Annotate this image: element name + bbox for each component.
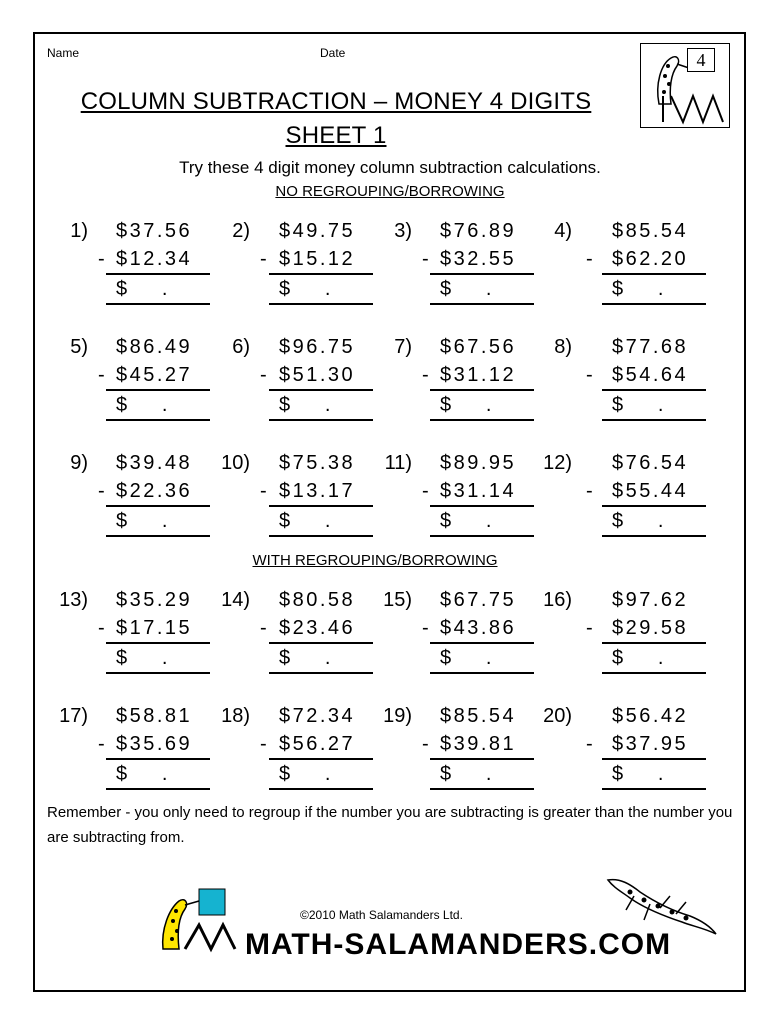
- answer-line-top: [269, 505, 373, 507]
- answer-space[interactable]: $ .: [116, 278, 170, 300]
- subtrahend: $43.86: [440, 617, 517, 639]
- problem-number: 8): [554, 336, 572, 358]
- section-heading: NO REGROUPING/BORROWING: [275, 183, 505, 200]
- section-heading: WITH REGROUPING/BORROWING: [252, 552, 498, 569]
- answer-space[interactable]: $ .: [440, 394, 494, 416]
- answer-line-bottom: [430, 672, 534, 674]
- answer-line-top: [106, 273, 210, 275]
- problem-number: 16): [543, 589, 572, 611]
- answer-line-top: [602, 758, 706, 760]
- minus-sign: -: [422, 733, 429, 755]
- minus-sign: -: [260, 248, 267, 270]
- subtrahend: $31.12: [440, 364, 517, 386]
- answer-space[interactable]: $ .: [116, 763, 170, 785]
- problem-number: 13): [59, 589, 88, 611]
- minus-sign: -: [422, 617, 429, 639]
- name-label: Name: [47, 46, 80, 60]
- subtrahend: $56.27: [279, 733, 356, 755]
- answer-line-bottom: [602, 788, 706, 790]
- reminder-text: Remember - you only need to regroup if the number you are subtracting is greater than the number you are subtracting from.: [47, 804, 733, 846]
- problem-number: 2): [232, 220, 250, 242]
- problem-number: 4): [554, 220, 572, 242]
- problem-number: 5): [70, 336, 88, 358]
- page-subtitle: SHEET 1: [285, 122, 387, 149]
- answer-line-bottom: [602, 672, 706, 674]
- answer-space[interactable]: $ .: [279, 510, 333, 532]
- minuend: $80.58: [279, 589, 356, 611]
- minus-sign: -: [586, 248, 593, 270]
- problem-number: 17): [59, 705, 88, 727]
- subtrahend: $15.12: [279, 248, 356, 270]
- answer-space[interactable]: $ .: [279, 763, 333, 785]
- answer-space[interactable]: $ .: [279, 394, 333, 416]
- minuend: $85.54: [440, 705, 517, 727]
- answer-line-top: [602, 505, 706, 507]
- answer-line-top: [602, 642, 706, 644]
- problem-number: 6): [232, 336, 250, 358]
- problem-number: 18): [221, 705, 250, 727]
- problem-number: 15): [383, 589, 412, 611]
- answer-line-top: [602, 273, 706, 275]
- minus-sign: -: [586, 364, 593, 386]
- minuend: $75.38: [279, 452, 356, 474]
- problem-number: 11): [384, 452, 412, 474]
- subtrahend: $39.81: [440, 733, 517, 755]
- minus-sign: -: [98, 480, 105, 502]
- minuend: $72.34: [279, 705, 356, 727]
- badge-number: 4: [687, 48, 715, 72]
- answer-space[interactable]: $ .: [440, 510, 494, 532]
- answer-line-bottom: [269, 788, 373, 790]
- answer-line-top: [430, 642, 534, 644]
- minus-sign: -: [260, 617, 267, 639]
- answer-line-bottom: [106, 303, 210, 305]
- problem-number: 10): [221, 452, 250, 474]
- minuend: $77.68: [612, 336, 689, 358]
- answer-space[interactable]: $ .: [612, 763, 666, 785]
- answer-line-bottom: [602, 535, 706, 537]
- answer-space[interactable]: $ .: [279, 647, 333, 669]
- answer-line-bottom: [106, 419, 210, 421]
- minuend: $76.89: [440, 220, 517, 242]
- problem-number: 7): [394, 336, 412, 358]
- minuend: $67.75: [440, 589, 517, 611]
- minus-sign: -: [422, 248, 429, 270]
- minus-sign: -: [98, 733, 105, 755]
- minuend: $56.42: [612, 705, 689, 727]
- subtrahend: $45.27: [116, 364, 193, 386]
- subtrahend: $37.95: [612, 733, 689, 755]
- answer-space[interactable]: $ .: [116, 510, 170, 532]
- subtrahend: $13.17: [279, 480, 356, 502]
- problem-number: 9): [70, 452, 88, 474]
- problem-number: 12): [543, 452, 572, 474]
- answer-line-top: [430, 758, 534, 760]
- instructions: Try these 4 digit money column subtraction calculations.: [179, 158, 601, 177]
- answer-space[interactable]: $ .: [116, 647, 170, 669]
- minus-sign: -: [260, 480, 267, 502]
- answer-line-bottom: [602, 419, 706, 421]
- answer-line-bottom: [106, 672, 210, 674]
- answer-line-top: [430, 389, 534, 391]
- answer-space[interactable]: $ .: [116, 394, 170, 416]
- minus-sign: -: [260, 733, 267, 755]
- answer-line-bottom: [430, 303, 534, 305]
- subtrahend: $32.55: [440, 248, 517, 270]
- answer-line-bottom: [269, 672, 373, 674]
- answer-space[interactable]: $ .: [440, 763, 494, 785]
- minus-sign: -: [422, 364, 429, 386]
- subtrahend: $31.14: [440, 480, 517, 502]
- answer-line-bottom: [430, 419, 534, 421]
- answer-space[interactable]: $ .: [440, 647, 494, 669]
- minus-sign: -: [260, 364, 267, 386]
- answer-line-top: [269, 642, 373, 644]
- answer-line-top: [106, 758, 210, 760]
- subtrahend: $54.64: [612, 364, 689, 386]
- problem-number: 20): [543, 705, 572, 727]
- answer-line-bottom: [602, 303, 706, 305]
- problem-number: 14): [221, 589, 250, 611]
- minus-sign: -: [586, 733, 593, 755]
- answer-line-top: [430, 505, 534, 507]
- minuend: $89.95: [440, 452, 517, 474]
- answer-line-bottom: [269, 419, 373, 421]
- answer-line-top: [430, 273, 534, 275]
- brand-wordmark: MATH-SALAMANDERS.COM: [245, 928, 672, 961]
- minuend: $49.75: [279, 220, 356, 242]
- page-title: COLUMN SUBTRACTION – MONEY 4 DIGITS: [80, 88, 592, 115]
- minus-sign: -: [422, 480, 429, 502]
- problem-number: 19): [383, 705, 412, 727]
- answer-line-bottom: [430, 535, 534, 537]
- subtrahend: $62.20: [612, 248, 689, 270]
- answer-line-bottom: [106, 535, 210, 537]
- minus-sign: -: [98, 617, 105, 639]
- minuend: $39.48: [116, 452, 193, 474]
- copyright: ©2010 Math Salamanders Ltd.: [300, 908, 463, 922]
- minuend: $67.56: [440, 336, 517, 358]
- subtrahend: $22.36: [116, 480, 193, 502]
- subtrahend: $35.69: [116, 733, 193, 755]
- minus-sign: -: [586, 480, 593, 502]
- answer-space[interactable]: $ .: [612, 394, 666, 416]
- answer-line-bottom: [430, 788, 534, 790]
- salamander-mascot-icon: [155, 885, 245, 955]
- answer-line-top: [269, 389, 373, 391]
- subtrahend: $51.30: [279, 364, 356, 386]
- answer-line-top: [106, 389, 210, 391]
- answer-line-top: [602, 389, 706, 391]
- minuend: $96.75: [279, 336, 356, 358]
- problem-number: 1): [70, 220, 88, 242]
- minuend: $35.29: [116, 589, 193, 611]
- answer-line-bottom: [269, 535, 373, 537]
- subtrahend: $55.44: [612, 480, 689, 502]
- answer-line-top: [269, 273, 373, 275]
- minuend: $76.54: [612, 452, 689, 474]
- answer-line-top: [106, 642, 210, 644]
- subtrahend: $17.15: [116, 617, 193, 639]
- answer-space[interactable]: $ .: [440, 278, 494, 300]
- minus-sign: -: [98, 364, 105, 386]
- answer-space[interactable]: $ .: [612, 278, 666, 300]
- minuend: $97.62: [612, 589, 689, 611]
- minuend: $86.49: [116, 336, 193, 358]
- answer-space[interactable]: $ .: [612, 510, 666, 532]
- minuend: $37.56: [116, 220, 193, 242]
- answer-space[interactable]: $ .: [279, 278, 333, 300]
- answer-space[interactable]: $ .: [612, 647, 666, 669]
- subtrahend: $12.34: [116, 248, 193, 270]
- minuend: $85.54: [612, 220, 689, 242]
- minus-sign: -: [586, 617, 593, 639]
- answer-line-top: [269, 758, 373, 760]
- minus-sign: -: [98, 248, 105, 270]
- problem-number: 3): [394, 220, 412, 242]
- subtrahend: $23.46: [279, 617, 356, 639]
- answer-line-bottom: [106, 788, 210, 790]
- answer-line-bottom: [269, 303, 373, 305]
- answer-line-top: [106, 505, 210, 507]
- minuend: $58.81: [116, 705, 193, 727]
- subtrahend: $29.58: [612, 617, 689, 639]
- date-label: Date: [320, 46, 346, 60]
